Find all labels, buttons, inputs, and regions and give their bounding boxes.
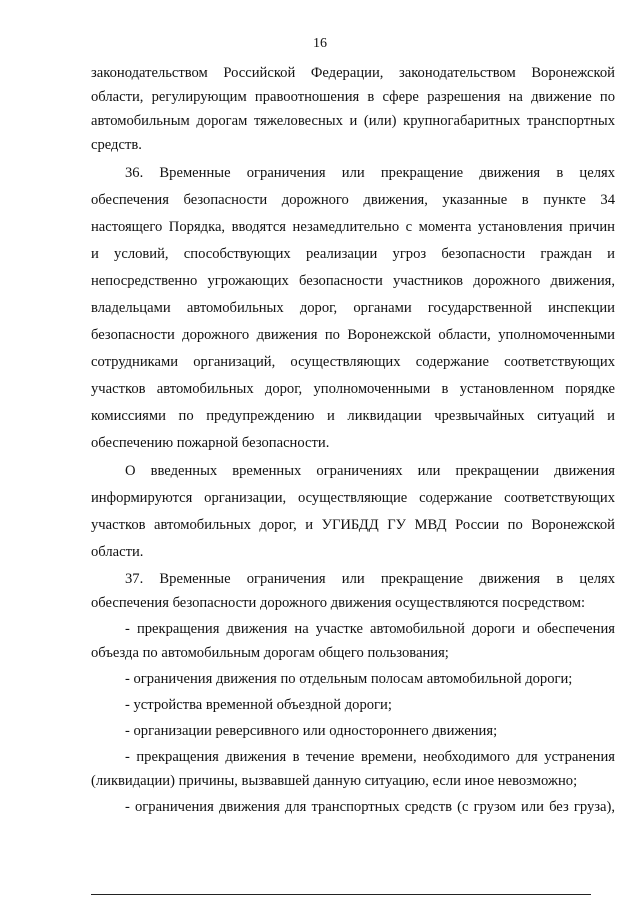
text-line: информируются организации, осуществляющие содержание соответствующих <box>91 490 615 506</box>
text-line: области, регулирующим правоотношения в сфере разрешения на движение по <box>91 89 615 105</box>
paragraph-36-start: 36. Временные ограничения или прекращение движения в целях <box>125 165 615 181</box>
text-line: настоящего Порядка, вводятся незамедлительно с момента установления причин <box>91 219 615 235</box>
paragraph-notice-start: О введенных временных ограничениях или прекращении движения <box>125 463 615 479</box>
list-item: - прекращения движения в течение времени, необходимого для устранения <box>125 749 615 765</box>
list-item: - ограничения движения для транспортных средств (с грузом или без груза), <box>125 799 615 815</box>
text-line: владельцами автомобильных дорог, органами государственной инспекции <box>91 300 615 316</box>
text-line: и условий, способствующих реализации угроз безопасности граждан и <box>91 246 615 262</box>
text-line: автомобильным дорогам тяжеловесных и (или) крупногабаритных транспортных <box>91 113 615 129</box>
text-line: непосредственно угрожающих безопасности участников дорожного движения, <box>91 273 615 289</box>
list-item: - устройства временной объездной дороги; <box>125 697 392 713</box>
text-line: комиссиями по предупреждению и ликвидации чрезвычайных ситуаций и <box>91 408 615 424</box>
text-line: законодательством Российской Федерации, законодательством Воронежской <box>91 65 615 81</box>
text-line: объезда по автомобильным дорогам общего пользования; <box>91 645 449 661</box>
text-line: (ликвидации) причины, вызвавшей данную ситуацию, если иное невозможно; <box>91 773 578 789</box>
page-number: 16 <box>313 36 327 51</box>
list-item: - организации реверсивного или одностороннего движения; <box>125 723 498 739</box>
text-line: участков автомобильных дорог, уполномоченными в установленном порядке <box>91 381 615 397</box>
text-line: участков автомобильных дорог, и УГИБДД ГУ МВД России по Воронежской <box>91 517 615 533</box>
list-item: - ограничения движения по отдельным полосам автомобильной дороги; <box>125 671 573 687</box>
text-line: безопасности дорожного движения по Воронежской области, уполномоченными <box>91 327 615 343</box>
text-line: сотрудниками организаций, осуществляющих содержание соответствующих <box>91 354 615 370</box>
text-line: области. <box>91 544 144 560</box>
text-line: обеспечению пожарной безопасности. <box>91 435 330 451</box>
text-line: обеспечения безопасности дорожного движения, указанные в пункте 34 <box>91 192 615 208</box>
footer-rule <box>91 894 591 895</box>
paragraph-37-start: 37. Временные ограничения или прекращение движения в целях <box>125 571 615 587</box>
text-line: обеспечения безопасности дорожного движения осуществляются посредством: <box>91 595 586 611</box>
text-line: средств. <box>91 137 142 153</box>
list-item: - прекращения движения на участке автомобильной дороги и обеспечения <box>125 621 615 637</box>
